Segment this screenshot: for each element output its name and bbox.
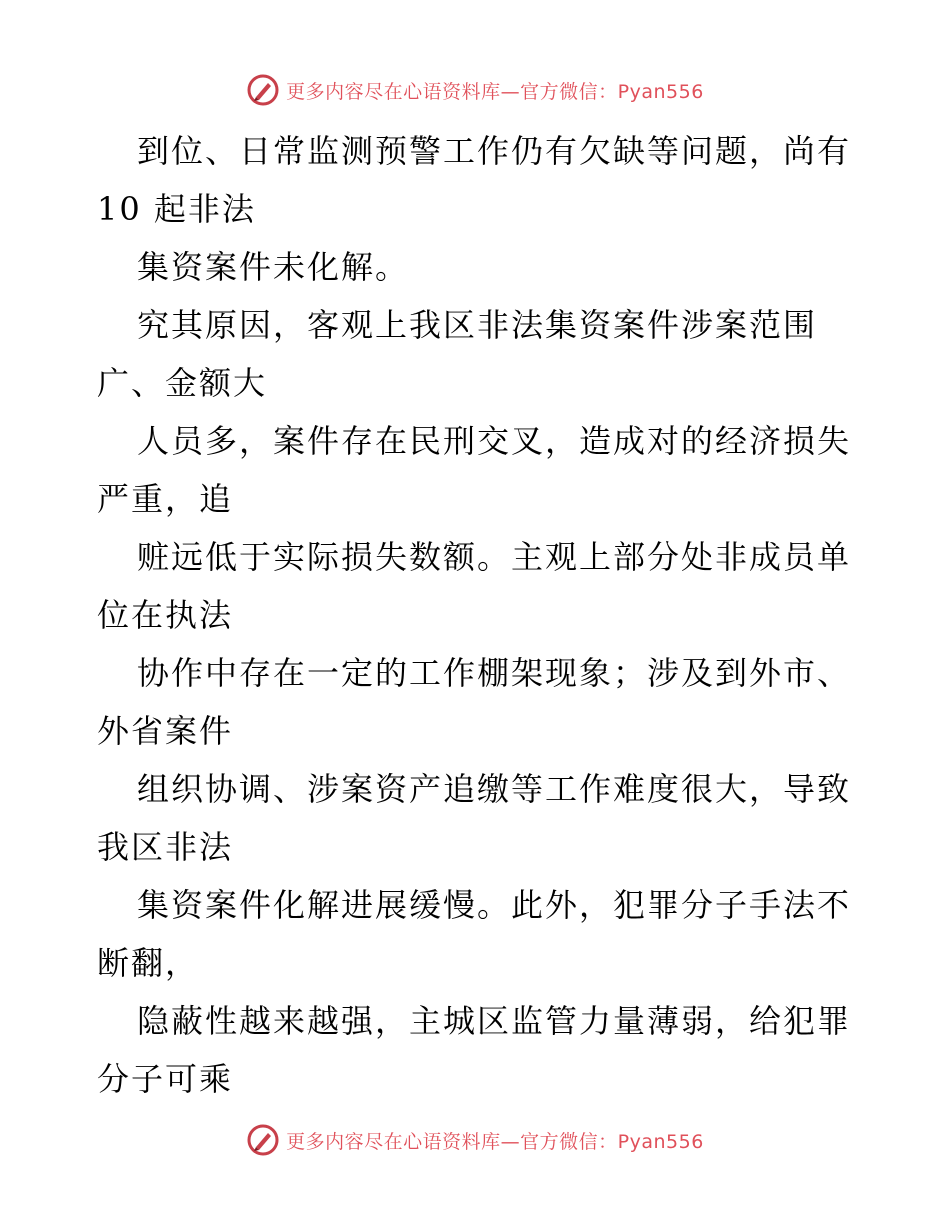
text-line: 广、金额大 — [97, 364, 268, 402]
text-line: 隐蔽性越来越强，主城区监管力量薄弱，给犯罪 — [137, 1002, 852, 1040]
header-banner — [0, 70, 950, 110]
text-line: 断翻， — [97, 944, 200, 982]
text-line: 位在执法 — [97, 596, 234, 634]
text-line: 组织协调、涉案资产追缴等工作难度很大，导致 — [137, 770, 852, 808]
footer-banner-text: 更多内容尽在心语资料库—官方微信：Pyan556 — [286, 1130, 704, 1153]
text-line: 究其原因，客观上我区非法集资案件涉案范围 — [137, 306, 818, 344]
text-line: 集资案件化解进展缓慢。此外，犯罪分子手法不 — [137, 886, 852, 924]
text-line: 分子可乘 — [97, 1060, 234, 1098]
pen-logo-icon — [246, 73, 280, 107]
text-line: 人员多，案件存在民刑交叉，造成对的经济损失 — [137, 422, 852, 460]
text-line: 到位、日常监测预警工作仍有欠缺等问题，尚有 — [137, 132, 852, 170]
text-line: 赃远低于实际损失数额。主观上部分处非成员单 — [137, 538, 852, 576]
text-line: 集资案件未化解。 — [137, 248, 410, 286]
header-banner-text: 更多内容尽在心语资料库—官方微信：Pyan556 — [286, 80, 704, 103]
pen-logo-icon — [246, 1123, 280, 1157]
text-line: 严重，追 — [97, 480, 234, 518]
document-body — [97, 122, 857, 1108]
text-line: 协作中存在一定的工作棚架现象；涉及到外市、 — [137, 654, 852, 692]
text-line: 我区非法 — [97, 828, 234, 866]
footer-banner — [0, 1120, 950, 1160]
text-line: 外省案件 — [97, 712, 234, 750]
text-line: 10 起非法 — [97, 190, 256, 228]
